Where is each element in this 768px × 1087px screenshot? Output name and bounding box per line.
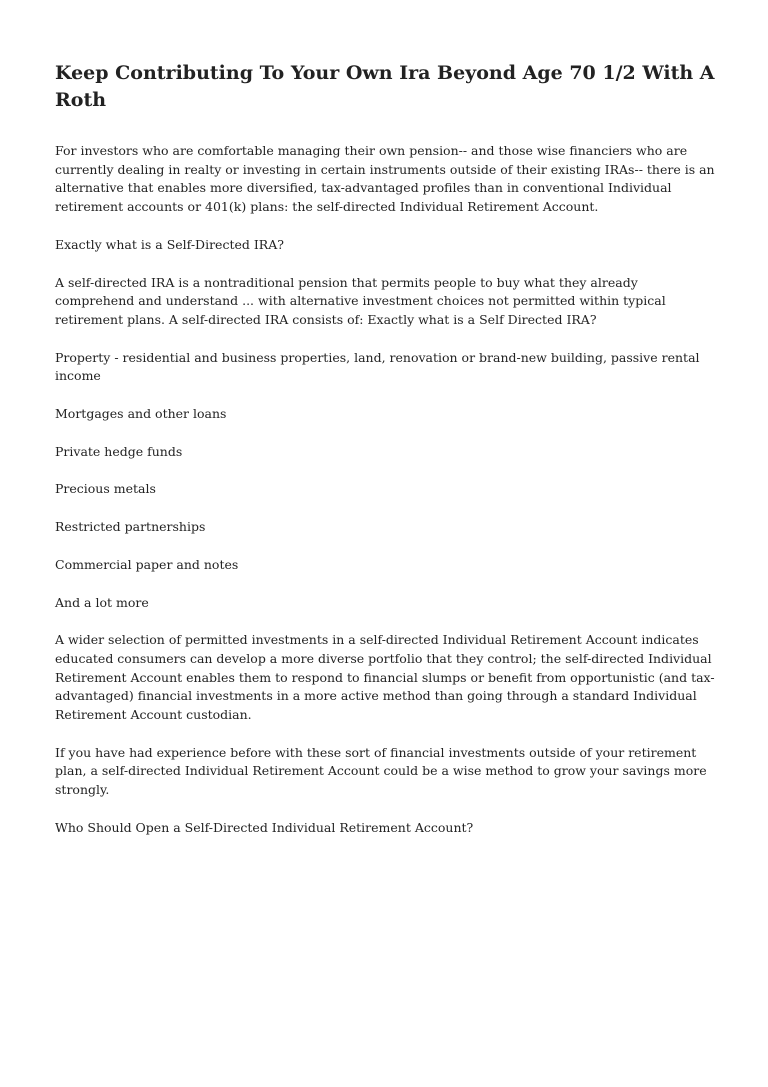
list-item-property: Property - residential and business properties, land, renovation or brand-new building, passive rental income <box>55 349 700 384</box>
list-item-precious-metals: Precious metals <box>55 481 156 497</box>
list-item-commercial-paper: Commercial paper and notes <box>55 556 239 572</box>
paragraph-question-who-should: Who Should Open a Self-Directed Individual Retirement Account? <box>55 819 474 835</box>
paragraph-wider-selection: A wider selection of permitted investments in a self-directed Individual Retirement Account indicates educated consumers can develop a more diverse portfolio that they control; the self-directed Individual Retirement Account enables them to respond to financial slumps or benefit from opportunistic (and tax-advantaged) financial investments in a more active method than going through a standard Individual Retirement Account custodian. <box>55 632 715 723</box>
list-item-hedge-funds: Private hedge funds <box>55 443 183 459</box>
paragraph-definition: A self-directed IRA is a nontraditional pension that permits people to buy what they already comprehend and understand ... with alternative investment choices not permitted within typical retirement plans. A self-directed IRA consists of: Exactly what is a Self Directed IRA? <box>55 274 666 327</box>
paragraph-question-what-is: Exactly what is a Self-Directed IRA? <box>55 236 284 252</box>
document-title: Keep Contributing To Your Own Ira Beyond Age 70 1/2 With A Roth <box>55 62 715 111</box>
list-item-more: And a lot more <box>55 594 149 610</box>
document-body <box>55 142 720 838</box>
paragraph-experience: If you have had experience before with these sort of financial investments outside of your retirement plan, a self-directed Individual Retirement Account could be a wise method to grow your savings more strongly. <box>55 744 707 798</box>
list-item-partnerships: Restricted partnerships <box>55 519 206 535</box>
document-page <box>55 60 720 857</box>
paragraph-intro: For investors who are comfortable managing their own pension-- and those wise financiers who are currently dealing in realty or investing in certain instruments outside of their existing IRAs-- there is an alternative that enables more diversified, tax-advantaged profiles than in conventional Individual retirement accounts or 401(k) plans: the self-directed Individual Retirement Account. <box>55 143 715 215</box>
list-item-mortgages: Mortgages and other loans <box>55 406 227 422</box>
